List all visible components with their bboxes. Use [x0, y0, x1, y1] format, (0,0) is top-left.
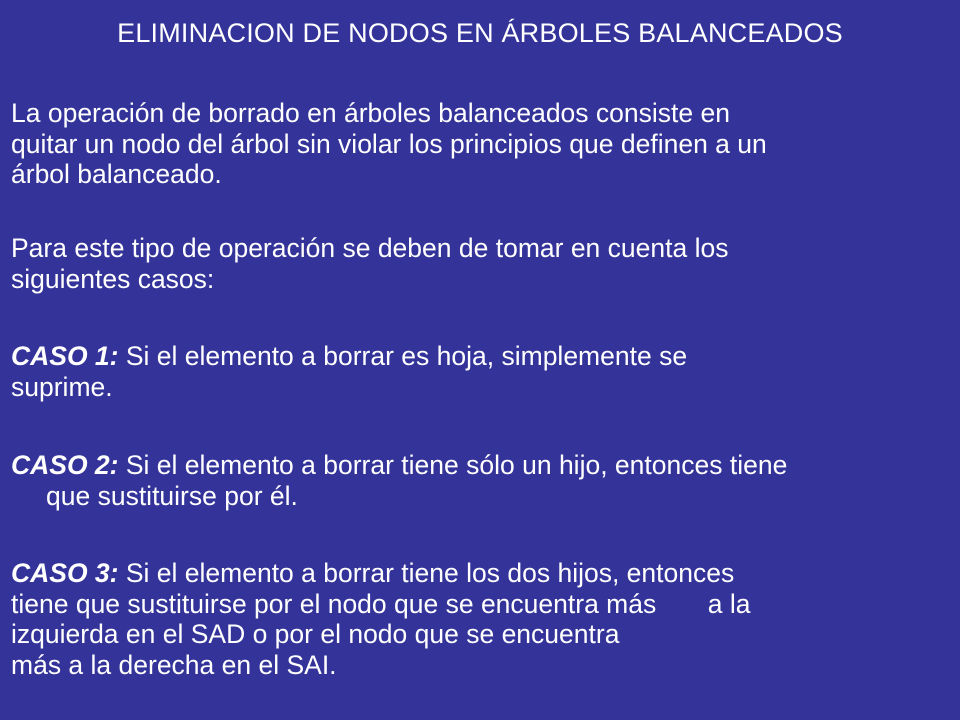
case-3-line-4: más a la derecha en el SAI.	[11, 649, 337, 680]
case-1-line-1	[11, 341, 946, 372]
case-2-line-1	[11, 450, 946, 481]
case-1-line-2: suprime.	[11, 371, 113, 402]
intro-paragraph	[11, 98, 946, 190]
case-3-text-1: Si el elemento a borrar tiene los dos hijos, entonces	[118, 558, 735, 588]
slide-title: ELIMINACION DE NODOS EN ÁRBOLES BALANCEADOS	[117, 18, 843, 48]
intro-line-3: árbol balanceado.	[11, 159, 222, 189]
case-3-paragraph	[11, 558, 946, 680]
case-2-paragraph	[11, 450, 946, 511]
cases-intro-line-2: siguientes casos:	[11, 263, 215, 294]
case-3-line-1	[11, 558, 946, 589]
case-1-text-1: Si el elemento a borrar es hoja, simplemente se	[118, 341, 688, 371]
case-3-line-2: tiene que sustituirse por el nodo que se encuentra más a la	[11, 588, 751, 619]
case-2-text-1: Si el elemento a borrar tiene sólo un hijo, entonces tiene	[118, 450, 788, 480]
case-3-label: CASO 3:	[11, 558, 119, 588]
intro-line-2: quitar un nodo del árbol sin violar los principios que definen a un	[11, 128, 767, 159]
case-1-label: CASO 1:	[11, 341, 119, 371]
case-2-label: CASO 2:	[11, 450, 119, 480]
intro-line-1: La operación de borrado en árboles balanceados consiste en	[11, 98, 730, 128]
case-3-line-3: izquierda en el SAD o por el nodo que se encuentra	[11, 619, 620, 649]
case-1-paragraph	[11, 341, 946, 402]
cases-intro-line-1: Para este tipo de operación se deben de tomar en cuenta los	[11, 233, 729, 263]
case-2-line-2: que sustituirse por él.	[46, 480, 298, 511]
cases-intro-paragraph	[11, 233, 946, 294]
